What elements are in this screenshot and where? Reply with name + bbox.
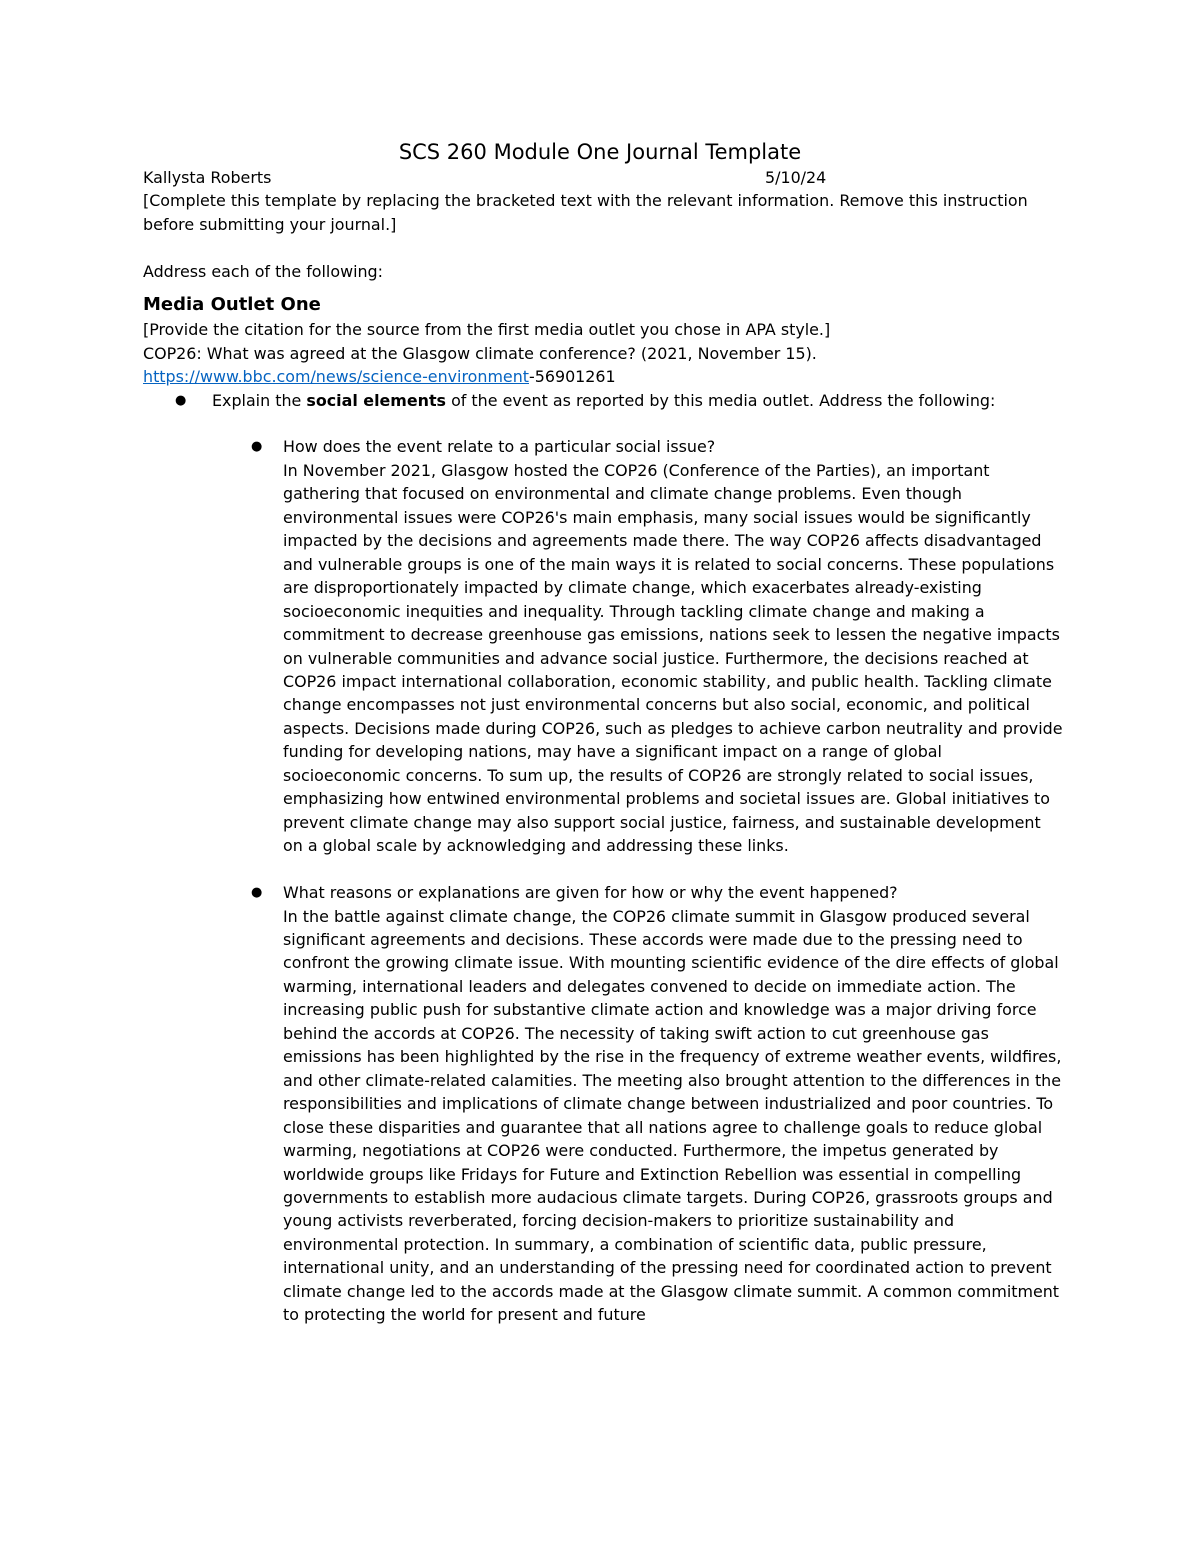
author-date-row <box>143 166 1063 189</box>
answer-two: In the battle against climate change, the COP26 climate summit in Glasgow produced several significant agreements and decisions. These accords were made due to the pressing need to confront the growing climate issue. With mounting scientific evidence of the dire effects of global warming, international leaders and delegates convened to decide on immediate action. The increasing public push for substantive climate action and knowledge was a major driving force behind the accords at COP26. The necessity of taking swift action to cut greenhouse gas emissions has been highlighted by the rise in the frequency of extreme weather events, wildfires, and other climate-related calamities. The meeting also brought attention to the differences in the responsibilities and implications of climate change between industrialized and poor countries. To close these disparities and guarantee that all nations agree to challenge goals to reduce global warming, negotiations at COP26 were conducted. Furthermore, the impetus generated by worldwide groups like Fridays for Future and Extinction Rebellion was essential in compelling governments to establish more audacious climate targets. During COP26, grassroots groups and young activists reverberated, forcing decision-makers to prioritize sustainability and environmental protection. In summary, a combination of scientific data, public pressure, international unity, and an understanding of the pressing need for coordinated action to prevent climate change led to the accords made at the Glasgow climate summit. A common commitment to protecting the world for present and future <box>283 906 1062 1325</box>
citation-link-line <box>143 365 1063 388</box>
document-title: SCS 260 Module One Journal Template <box>398 140 802 164</box>
bullet-question-two <box>143 881 1063 904</box>
section-heading: Media Outlet One <box>143 294 321 316</box>
answer-one: In November 2021, Glasgow hosted the COP26 (Conference of the Parties), an important gathering that focused on environmental and climate change problems. Even though environmental issues were COP26's main emphasis, many social issues would be significantly impacted by the decisions and agreements made there. The way COP26 affects disadvantaged and vulnerable groups is one of the main ways it is related to social concerns. These populations are disproportionately impacted by climate change, which exacerbates already-existing socioeconomic inequities and inequality. Through tackling climate change and making a commitment to decrease greenhouse gas emissions, nations seek to lessen the negative impacts on vulnerable communities and advance social justice. Furthermore, the decisions reached at COP26 impact international collaboration, economic stability, and public health. Tackling climate change encompasses not just environmental concerns but also social, economic, and political aspects. Decisions made during COP26, such as pledges to achieve carbon neutrality and provide funding for developing nations, may have a significant impact on a range of global socioeconomic concerns. To sum up, the results of COP26 are strongly related to social issues, emphasizing how entwined environmental problems and societal issues are. Global initiatives to prevent climate change may also support social justice, fairness, and sustainable development on a global scale by acknowledging and addressing these links. <box>283 460 1063 856</box>
bullet-icon: ● <box>251 885 263 901</box>
question-two: What reasons or explanations are given for how or why the event happened? <box>283 883 898 903</box>
bullet-prefix: Explain the <box>212 390 307 410</box>
document-date: 5/10/24 <box>765 168 827 187</box>
bullet-social-elements <box>143 389 1063 412</box>
citation-link-suffix: -56901261 <box>529 367 616 387</box>
spacer <box>143 858 1063 881</box>
question-one: How does the event relate to a particular social issue? <box>283 437 716 457</box>
spacer <box>143 412 1063 435</box>
bullet-icon: ● <box>175 392 187 408</box>
bullet-question-one <box>143 435 1063 458</box>
author-name: Kallysta Roberts <box>143 168 272 187</box>
citation-link[interactable]: https://www.bbc.com/news/science-environment <box>143 367 529 387</box>
citation-prompt: [Provide the citation for the source from the first media outlet you chose in APA style.] <box>143 320 831 340</box>
address-prompt: Address each of the following: <box>143 261 383 281</box>
template-instruction: [Complete this template by replacing the bracketed text with the relevant information. Remove this instruction before submitting your journal.] <box>143 191 1028 234</box>
bullet-bold-term: social elements <box>306 390 447 410</box>
bullet-suffix: of the event as reported by this media outlet. Address the following: <box>446 390 996 410</box>
bullet-icon: ● <box>251 439 263 455</box>
document-body <box>143 166 1063 1327</box>
citation-text: COP26: What was agreed at the Glasgow climate conference? (2021, November 15). <box>143 343 817 363</box>
spacer <box>143 236 1063 259</box>
